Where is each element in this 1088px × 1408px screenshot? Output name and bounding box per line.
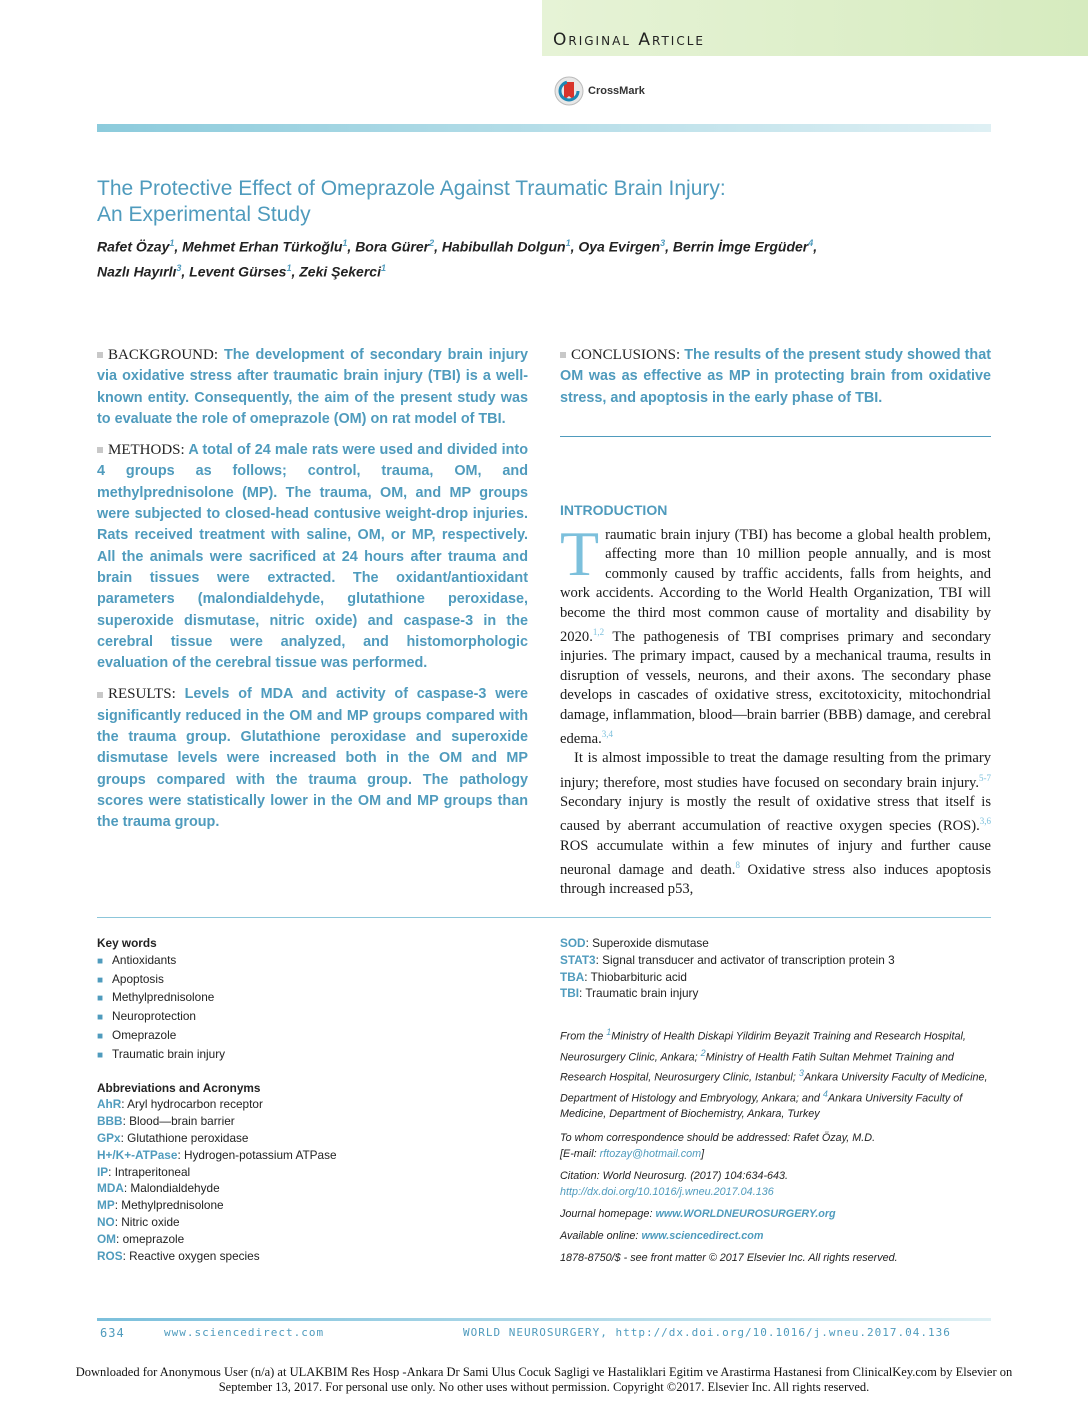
intro-paragraph-1 [560,518,991,749]
keyword-item: ■ Antioxidants [97,952,527,971]
author-aff: 1 [286,262,292,273]
footer-site-link[interactable]: www.sciencedirect.com [164,1326,325,1339]
author-aff: 1 [565,238,571,248]
email-close: ] [701,1148,705,1161]
article-title [97,176,997,228]
abbr-key: STAT3 [560,952,596,967]
abbr-def: : Malondialdehyde [123,1181,220,1196]
correspondence [560,1130,991,1162]
abbreviation-row [97,1180,527,1197]
abbreviation-row [97,1164,527,1181]
abbreviation-row [97,1096,527,1113]
author[interactable]: Rafet Özay [97,238,170,255]
bullet-square [97,447,103,453]
abbr-def: : Hydrogen-potassium ATPase [177,1147,337,1162]
background-label: BACKGROUND: [108,347,219,363]
abbr-def: : Traumatic brain injury [579,986,699,1001]
abbr-key: AhR [97,1097,122,1112]
affiliations: From the $^1$Ministry of Health Diskapi Yildirim Beyazit Training and Research Hospital, Neurosurgery Clinic, Ankara; $^2$Ministry of Health Fatih Sultan Mehmet Training and Research Hospital, Neurosurgery Clinic, Istanbul; $^3$Ankara University Faculty of Medicine, Department of Histology and Embryology, Ankara; and $^4$Ankara University Faculty of Medicine, Department of Biochemistry, Ankara, Turkey [560,1027,988,1121]
crossmark-label: CrossMark [588,85,645,97]
abbreviation-row [97,1231,527,1248]
conclusions-label: CONCLUSIONS: [571,347,681,363]
available-online [560,1228,991,1244]
abbr-def: : Nitric oxide [114,1214,180,1229]
abbr-key: MDA [97,1181,124,1196]
doi-link[interactable]: http://dx.doi.org/10.1016/j.wneu.2017.04.136 [560,1186,774,1199]
citation-ref[interactable]: 1,2 [592,627,605,638]
abbr-key: TBA [560,969,585,984]
abbr-def: : Glutathione peroxidase [120,1130,249,1145]
footnote-divider [97,917,991,918]
abbreviation-row [560,969,991,986]
bullet-square [97,352,103,358]
abbr-key: ROS [97,1248,123,1263]
intro-text: Secondary injury is mostly the result of oxidative stress that itself is caused by aberrant accumulation of reactive oxygen species (ROS). [560,793,991,835]
abbreviation-row [97,1130,527,1147]
abbr-key: OM [97,1231,117,1246]
methods-label: METHODS: [108,442,185,459]
email-label: [E-mail: [560,1148,597,1161]
author[interactable]: Oya Evirgen [578,238,661,255]
abstract-divider [560,436,991,437]
download-line-1: Downloaded for Anonymous User (n/a) at ULAKBIM Res Hosp -Ankara Dr Sami Ulus Cocuk Sagligi ve Hastaliklari Egitim ve Arastirma Hastanesi from ClinicalKey.com by Elsevier on [75,1365,1013,1379]
download-notice [60,1365,1028,1395]
abbreviation-row [97,1197,527,1214]
online-label: Available online: [560,1230,639,1243]
bullet-square [560,352,566,358]
abbr-key: MP [97,1198,115,1213]
section-label: Original Article [553,30,705,50]
abbr-key: BBB [97,1114,123,1129]
journal-homepage [560,1206,991,1222]
intro-text: It is almost impossible to treat the damage resulting from the primary injury; therefore, most studies have focused on secondary brain injury. [560,750,991,791]
author[interactable]: Zeki Şekerci [299,263,381,280]
crossmark-icon [554,76,584,106]
title-line-2: An Experimental Study [97,203,311,226]
abbreviations-right [560,935,991,1002]
crossmark-badge[interactable] [554,76,645,106]
aff-from: From the [560,1030,604,1043]
abstract-background [97,345,528,430]
aff-1: Ministry of Health Diskapi Yildirim Beyazit Training and Research Hospital, Neurosurgery Clinic, Ankara; [560,1030,966,1064]
header-rule [97,124,991,132]
abbr-key: SOD [560,936,586,950]
conclusions-text: The results of the present study showed that OM was as effective as MP in protecting brain from oxidative stress, and apoptosis in the early phase of TBI. [560,347,992,406]
affiliations-block [560,1024,991,1274]
abbr-def: : Signal transducer and activator of transcription protein 3 [595,952,895,967]
keyword-item: ■ Methylprednisolone [97,989,527,1008]
abbr-key: H+/K+-ATPase [97,1147,178,1162]
copyright: 1878-8750/$ - see front matter © 2017 Elsevier Inc. All rights reserved. [560,1252,898,1265]
abstract-conclusions [560,345,991,409]
abbreviation-row [560,952,991,969]
abbr-def: : omeprazole [116,1231,185,1246]
author[interactable]: Nazlı Hayırlı [97,263,177,280]
abbr-def: : Superoxide dismutase [585,936,709,950]
abbreviation-row [560,985,991,1002]
abbreviations-heading: Abbreviations and Acronyms [97,1080,261,1095]
background-text: The development of secondary brain injury via oxidative stress after traumatic brain injury (TBI) is a well-known entity. Consequently, the aim of the present study was to evaluate the role of omeprazole (OM) on rat model of TBI. [97,347,528,427]
author-list: Rafet Özay$^1$, Mehmet Erhan Türkoğlu$^1$, Bora Gürer$^2$, Habibullah Dolgun$^1$, Oya Evirgen$^3$, Berrin İmge Ergüder$^4$, Nazlı Hayırlı$^3$, Levent Gürses$^1$, Zeki Şekerci$^1$ [97,238,818,280]
author[interactable]: Berrin İmge Ergüder [672,238,809,255]
citation-ref[interactable]: 3,4 [601,728,613,739]
citation-ref[interactable]: 5-7 [979,772,991,783]
author-aff: 4 [808,238,814,248]
citation [560,1168,991,1200]
abbr-key: NO [97,1214,115,1229]
citation-text: Citation: World Neurosurg. (2017) 104:634-643. [560,1170,789,1183]
title-line-1: The Protective Effect of Omeprazole Against Traumatic Brain Injury: [97,177,726,200]
introduction-body [560,518,991,900]
keyword-item: ■ Neuroprotection [97,1008,527,1027]
download-line-2: September 13, 2017. For personal use only. No other uses without permission. Copyright ©2017. Elsevier Inc. All rights reserved. [218,1380,870,1394]
abbr-def: : Thiobarbituric acid [584,969,687,984]
abbreviation-row [97,1113,527,1130]
abbr-def: : Methylprednisolone [114,1198,224,1213]
author[interactable]: Bora Gürer [355,238,430,255]
author[interactable]: Levent Gürses [189,263,287,280]
author-aff: 1 [342,238,348,248]
author-aff: 3 [176,262,182,273]
keywords-block [97,935,527,1264]
page-number: 634 [100,1326,125,1340]
footer-journal[interactable]: WORLD NEUROSURGERY, http://dx.doi.org/10.1016/j.wneu.2017.04.136 [463,1326,951,1339]
abbreviation-row [97,1214,527,1231]
abbr-def: : Reactive oxygen species [122,1248,260,1263]
keyword-item: ■ Apoptosis [97,971,527,990]
author[interactable]: Habibullah Dolgun [441,238,566,255]
keywords-heading: Key words [97,936,157,950]
abstract-right [560,345,991,419]
author-aff: 2 [429,238,435,248]
bullet-square [97,692,103,698]
aff-4: Ankara University Faculty of Medicine, Department of Biochemistry, Ankara, Turkey [560,1092,963,1121]
abbr-key: GPx [97,1130,121,1145]
author-aff: 1 [169,238,175,248]
abbr-def: : Blood—brain barrier [122,1114,235,1129]
methods-text: A total of 24 male rats were used and divided into 4 groups as follows; control, trauma, OM, and methylprednisolone (MP). The trauma, OM, and MP groups were subjected to closed-head contusive weight-drop injuries. Rats received treatment with saline, OM, or MP, respectively. All the animals were sacrificed at 24 hours after trauma and brain tissues were extracted. The oxidant/antioxidant parameters (malondialdehyde, glutathione peroxidase, superoxide dismutase, nitric oxide) and caspase-3 in the cerebral tissue were analyzed, and histomorphologic evaluation of the cerebral tissue was performed. [97,442,528,672]
correspondence-text: To whom correspondence should be addressed: Rafet Özay, M.D. [560,1132,876,1145]
abbreviation-row [97,1248,527,1265]
abstract-results [97,684,528,833]
intro-text: raumatic brain injury (TBI) has become a global health problem, affecting more than 10 million people annually, and is most commonly caused by traffic accidents, falls from heights, and work accidents. According to the World Health Organization, TBI will become the third most common cause of mortality and disability by 2020. [560,527,991,645]
aff-3: Ankara University Faculty of Medicine, Department of Histology and Embryology, Ankara; and [560,1071,988,1105]
abbr-def: : Intraperitoneal [108,1164,191,1179]
intro-text: The pathogenesis of TBI comprises primary and secondary injuries. The primary impact, caused by a mechanical trauma, results in disruption of vessels, neurons, and their axons. The secondary phase develops in cascades of oxidative stress, excitotoxicity, mitochondrial damage, inflammation, blood—brain barrier (BBB) damage, and cerebral edema. [560,628,991,747]
email-link[interactable]: rftozay@hotmail.com [599,1148,702,1161]
citation-ref[interactable]: 8 [735,859,740,870]
abbr-key: TBI [560,986,580,1001]
keyword-item: ■ Omeprazole [97,1027,527,1046]
keywords-list [97,952,527,1065]
abstract-left [97,345,528,844]
aff-2: Ministry of Health Fatih Sultan Mehmet Training and Research Hospital, Neurosurgery Clinic, Istanbul; [560,1051,954,1084]
citation-ref[interactable]: 3,6 [979,816,991,827]
abstract-methods [97,440,528,674]
abbr-key: IP [97,1164,109,1179]
homepage-label: Journal homepage: [560,1208,653,1221]
drop-cap: T [560,518,600,589]
abbreviation-row [560,935,991,952]
author-aff: 3 [660,238,666,248]
abbr-def: : Aryl hydrocarbon receptor [121,1097,263,1112]
online-link[interactable]: www.sciencedirect.com [641,1230,764,1243]
footer-rule [97,1318,991,1321]
abbreviation-row [97,1147,527,1164]
results-label: RESULTS: [108,686,176,703]
intro-text: Oxidative stress also induces apoptosis through increased p53, [560,861,991,898]
homepage-link[interactable]: www.WORLDNEUROSURGERY.org [655,1208,836,1221]
author-aff: 1 [380,262,386,273]
results-text: Levels of MDA and activity of caspase-3 were significantly reduced in the OM and MP groups compared with the trauma group. Glutathione peroxidase and superoxide dismutase levels were increased both in the OM and MP groups compared with the trauma group. The pathology scores were statistically lower in the OM and MP groups than the trauma group. [97,686,529,831]
intro-paragraph-2 [560,749,991,899]
author[interactable]: Mehmet Erhan Türkoğlu [182,238,343,255]
intro-text: ROS accumulate within a few minutes of injury and further cause neuronal damage and death. [560,837,991,878]
keyword-item: ■ Traumatic brain injury [97,1046,527,1065]
introduction-heading: INTRODUCTION [560,502,668,518]
